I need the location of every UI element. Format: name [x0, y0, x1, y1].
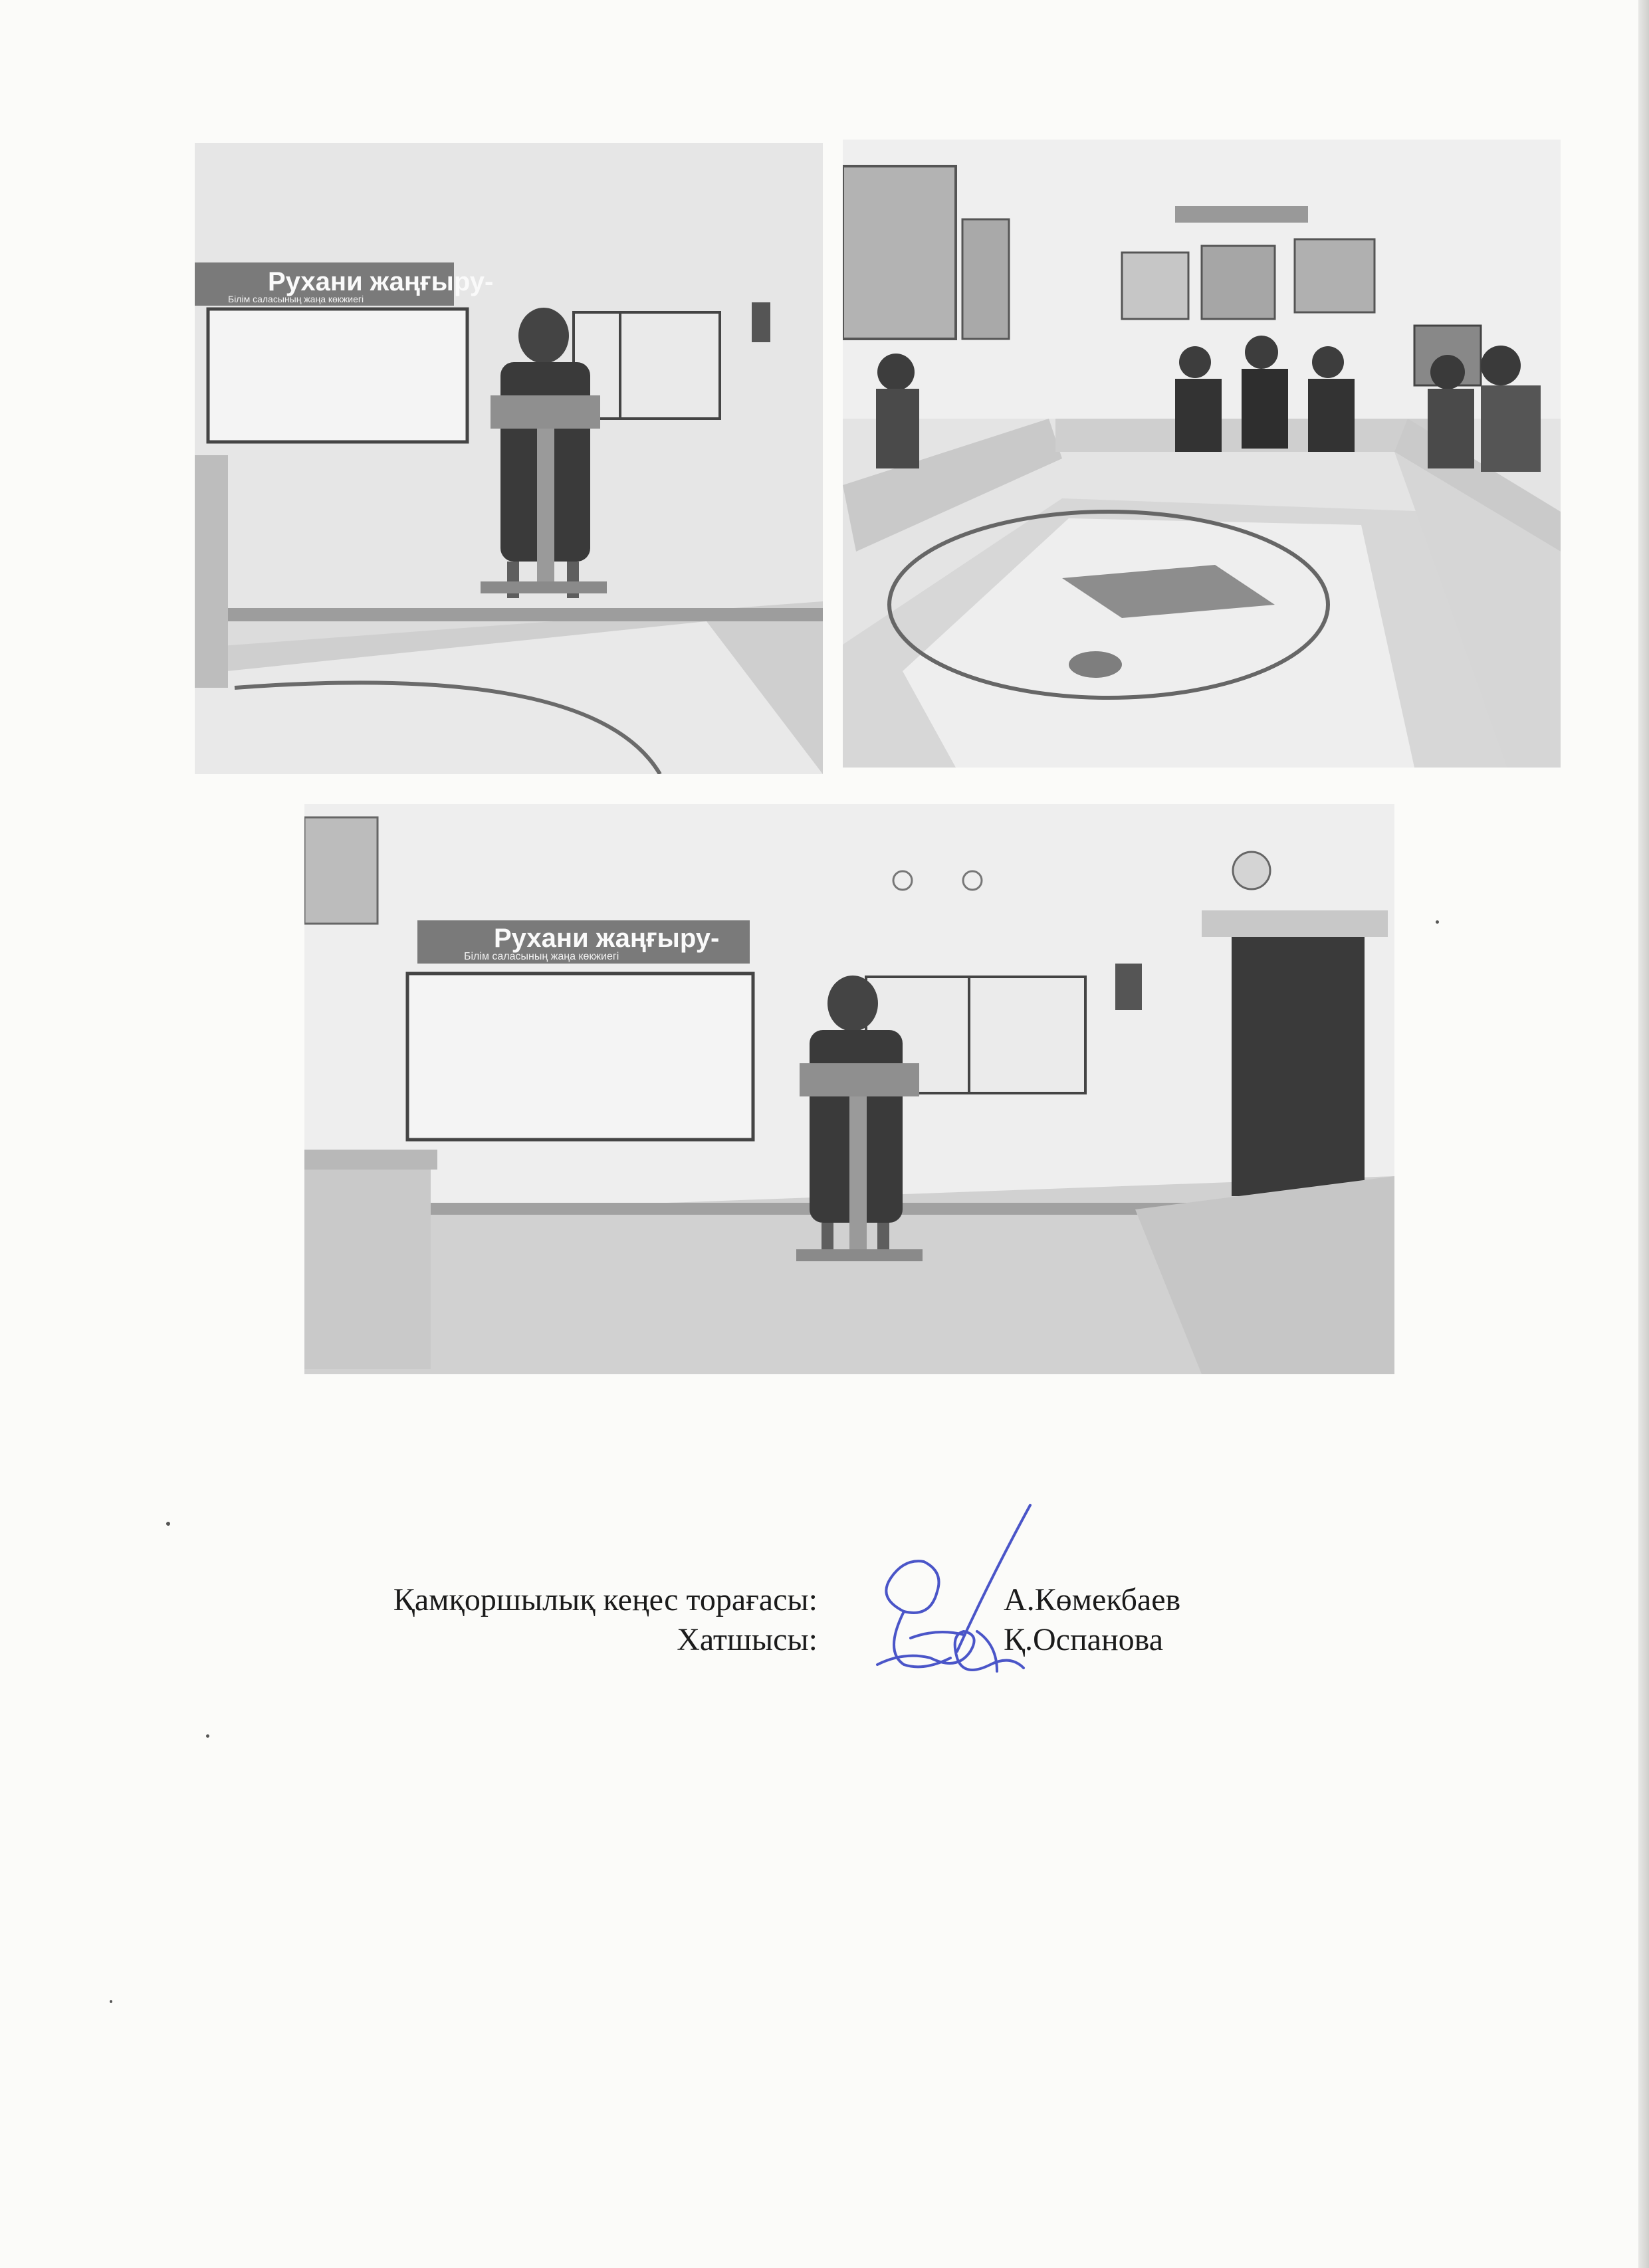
- scan-speck: [1436, 920, 1439, 924]
- handwritten-signature: [864, 1498, 1063, 1711]
- scan-speck: [166, 1522, 170, 1526]
- banner-subtitle: Білім саласының жаңа көкжиегі: [228, 294, 364, 304]
- banner-subtitle: Білім саласының жаңа көкжиегі: [464, 951, 619, 962]
- secretary-label: Хатшысы:: [677, 1622, 818, 1657]
- secretary-name: Қ.Оспанова: [1004, 1622, 1163, 1657]
- photo-meeting-room: [843, 140, 1561, 768]
- photo-speaker-left: [195, 143, 823, 774]
- chair-label: Қамқоршылық кеңес торағасы:: [393, 1582, 818, 1617]
- scan-speck: [110, 2000, 112, 2003]
- scan-speck: [206, 1734, 209, 1738]
- chair-name: А.Көмекбаев: [1004, 1582, 1181, 1617]
- signature-block: [0, 1582, 1649, 1714]
- page-edge: [1638, 0, 1649, 2268]
- banner-title: Рухани жаңғыру-: [494, 924, 720, 953]
- photo-speaker-center: [304, 804, 1394, 1374]
- banner-title: Рухани жаңғыру-: [268, 267, 494, 296]
